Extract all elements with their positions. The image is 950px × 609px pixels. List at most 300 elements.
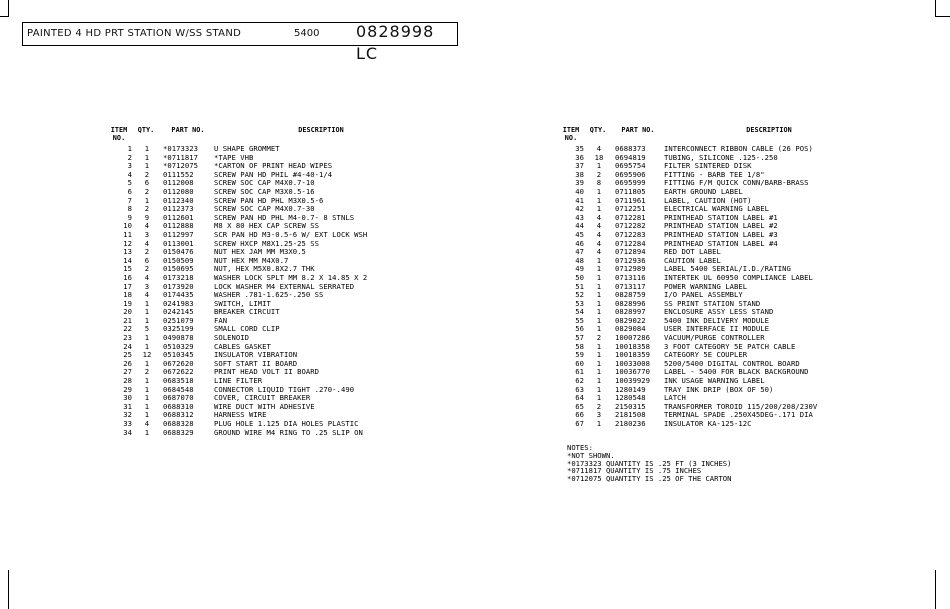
description: POWER WARNING LABEL (664, 281, 748, 291)
quantity: 4 (596, 247, 602, 257)
part-number-cell: 0695999 (615, 178, 646, 188)
item-number: 16 (123, 272, 132, 282)
part-number-cell: 0712989 (615, 264, 646, 274)
item-number: 24 (123, 341, 132, 351)
item-number: 28 (123, 376, 132, 386)
part-number-cell: 0173218 (163, 272, 194, 282)
item-number: 22 (123, 324, 132, 334)
table-header (104, 127, 404, 145)
item-number: 54 (575, 307, 584, 317)
part-number-cell: 0712281 (615, 212, 646, 222)
item-number: 67 (575, 419, 584, 428)
quantity: 1 (596, 367, 602, 377)
description: LABEL 5400 SERIAL/I.D./RATING (664, 264, 791, 274)
description: WASHER LOCK SPLT MM 8.2 X 14.85 X 2 (214, 272, 368, 282)
quantity: 1 (144, 298, 150, 308)
item-number: 58 (575, 341, 584, 351)
part-number-cell: 0510345 (163, 350, 194, 360)
description: PRINTHEAD STATION LABEL #1 (664, 212, 778, 222)
part-number-cell: 2181508 (615, 410, 646, 420)
description: FAN (214, 315, 228, 325)
header-qty: QTY. (137, 126, 155, 134)
quantity: 4 (144, 272, 150, 282)
item-number: 20 (123, 307, 132, 317)
quantity: 1 (596, 272, 602, 282)
item-number: 37 (575, 161, 584, 171)
quantity: 1 (144, 195, 150, 205)
item-number: 2 (127, 152, 132, 162)
item-number: 45 (575, 229, 584, 239)
description: WIRE DUCT WITH ADHESIVE (214, 401, 315, 411)
table-body (556, 145, 856, 429)
description: I/O PANEL ASSEMBLY (664, 290, 743, 300)
item-number: 8 (127, 204, 132, 214)
table-row (104, 145, 404, 154)
part-number-cell: 0112340 (163, 195, 194, 205)
description: WASHER .781-1.625-.250 SS (214, 290, 324, 300)
quantity: 6 (144, 178, 150, 188)
part-number-cell: *0712075 (163, 161, 199, 171)
description: EARTH GROUND LABEL (664, 186, 743, 196)
description: M8 X 80 HEX CAP SCREW SS (214, 221, 320, 231)
parts-table-right (556, 127, 856, 429)
description: INK USAGE WARNING LABEL (664, 376, 765, 386)
crop-mark-top-right-h (935, 16, 950, 17)
quantity: 1 (144, 144, 150, 153)
part-number-cell: 0688373 (615, 144, 646, 153)
item-number: 23 (123, 333, 132, 343)
part-number-cell: *0173323 (163, 144, 199, 153)
part-number-cell: 0684548 (163, 384, 194, 394)
quantity: 4 (144, 290, 150, 300)
description: LINE FILTER (214, 376, 263, 386)
quantity: 1 (596, 307, 602, 317)
description: 3 FOOT CATEGORY 5E PATCH CABLE (664, 341, 796, 351)
item-number: 33 (123, 419, 132, 428)
item-number: 48 (575, 255, 584, 265)
description: *TAPE VHB (214, 152, 254, 162)
part-number-cell: 0712894 (615, 247, 646, 257)
document-title: PAINTED 4 HD PRT STATION W/SS STAND (27, 28, 242, 39)
quantity: 6 (144, 255, 150, 265)
title-block (22, 22, 458, 63)
item-number: 6 (127, 186, 132, 196)
description: SCREW HXCP M8X1.25-25 SS (214, 238, 320, 248)
item-number: 21 (123, 315, 132, 325)
part-number-cell: 0712251 (615, 204, 646, 214)
part-number-cell: 0695906 (615, 169, 646, 179)
quantity: 1 (596, 350, 602, 360)
part-number-cell: 10036770 (615, 367, 651, 377)
part-number-cell: 10007286 (615, 333, 651, 343)
quantity: 1 (144, 315, 150, 325)
header-item-no: ITEM NO. (562, 126, 580, 142)
description: SCR PAN HD M3-0.5-6 W/ EXT LOCK WSH (214, 229, 368, 239)
description: HARNESS WIRE (214, 410, 267, 420)
quantity: 1 (596, 384, 602, 394)
item-number: 31 (123, 401, 132, 411)
item-number: 44 (575, 221, 584, 231)
part-number-cell: 10039929 (615, 376, 651, 386)
description: 5200/5400 DIGITAL CONTROL BOARD (664, 358, 800, 368)
description: RED DOT LABEL (664, 247, 721, 257)
item-number: 17 (123, 281, 132, 291)
header-description: DESCRIPTION (298, 126, 344, 134)
note-line: *NOT SHOWN. (567, 450, 615, 460)
description: LOCK WASHER M4 EXTERNAL SERRATED (214, 281, 355, 291)
quantity: 2 (596, 169, 602, 179)
description: SCREW PAN HD PHL M3X0.5-6 (214, 195, 324, 205)
description: FITTING - BARB TEE 1/8" (664, 169, 765, 179)
item-number: 10 (123, 221, 132, 231)
description: INSULATOR KA-125-12C (664, 419, 752, 428)
part-number-cell: 0712284 (615, 238, 646, 248)
quantity: 9 (144, 212, 150, 222)
header-part-no: PART NO. (171, 126, 205, 134)
description: SCREW SOC CAP M3X0.5-16 (214, 186, 315, 196)
quantity: 8 (596, 178, 602, 188)
quantity: 1 (144, 307, 150, 317)
item-number: 52 (575, 290, 584, 300)
quantity: 1 (144, 393, 150, 403)
description: SOLENOID (214, 333, 250, 343)
item-number: 13 (123, 247, 132, 257)
quantity: 4 (144, 238, 150, 248)
part-number-cell: 0112997 (163, 229, 194, 239)
description: NUT, HEX M5X0.8X2.7 THK (214, 264, 315, 274)
quantity: 1 (596, 255, 602, 265)
item-number: 14 (123, 255, 132, 265)
description: 5400 INK DELIVERY MODULE (664, 315, 770, 325)
part-number-cell: 0112373 (163, 204, 194, 214)
quantity: 1 (144, 358, 150, 368)
part-number-cell: 2150315 (615, 401, 646, 411)
part-number-cell: 0510329 (163, 341, 194, 351)
part-number-cell: 0174435 (163, 290, 194, 300)
part-number-cell: 0241983 (163, 298, 194, 308)
quantity: 1 (596, 358, 602, 368)
part-number-cell: 0150695 (163, 264, 194, 274)
table-row (556, 420, 856, 429)
item-number: 26 (123, 358, 132, 368)
quantity: 18 (594, 152, 604, 162)
description: *CARTON OF PRINT HEAD WIPES (214, 161, 333, 171)
description: USER INTERFACE II MODULE (664, 324, 770, 334)
header-part-no: PART NO. (621, 126, 655, 134)
quantity: 1 (144, 376, 150, 386)
part-number-cell: 0694819 (615, 152, 646, 162)
note-line: *0711817 QUANTITY IS .75 INCHES (567, 466, 702, 476)
quantity: 3 (144, 281, 150, 291)
description: PRINTHEAD STATION LABEL #2 (664, 221, 778, 231)
part-number-cell: 0112080 (163, 186, 194, 196)
quantity: 1 (144, 341, 150, 351)
quantity: 4 (596, 144, 602, 153)
part-number-cell: 0829084 (615, 324, 646, 334)
description: NUT HEX MM M4X0.7 (214, 255, 289, 265)
quantity: 4 (144, 419, 150, 428)
quantity: 2 (596, 401, 602, 411)
description: CABLES GASKET (214, 341, 271, 351)
table-row (104, 325, 404, 334)
quantity: 2 (144, 264, 150, 274)
item-number: 66 (575, 410, 584, 420)
item-number: 63 (575, 384, 584, 394)
item-number: 61 (575, 367, 584, 377)
item-number: 46 (575, 238, 584, 248)
part-number-cell: 0150476 (163, 247, 194, 257)
notes-block (567, 444, 731, 483)
description: GROUND WIRE M4 RING TO .25 SLIP ON (214, 427, 363, 437)
description: LATCH (664, 393, 686, 403)
part-number-cell: 0711961 (615, 195, 646, 205)
description: TUBING, SILICONE .125-.250 (664, 152, 778, 162)
part-number-cell: 0112888 (163, 221, 194, 231)
quantity: 1 (144, 333, 150, 343)
model-number: 5400 (294, 28, 320, 39)
part-number-cell: 0713117 (615, 281, 646, 291)
quantity: 2 (144, 204, 150, 214)
description: ELECTRICAL WARNING LABEL (664, 204, 770, 214)
quantity: 1 (596, 290, 602, 300)
item-number: 57 (575, 333, 584, 343)
description: PRINT HEAD VOLT II BOARD (214, 367, 320, 377)
quantity: 1 (596, 195, 602, 205)
item-number: 19 (123, 298, 132, 308)
item-number: 50 (575, 272, 584, 282)
quantity: 4 (596, 229, 602, 239)
item-number: 12 (123, 238, 132, 248)
part-number-cell: 0688328 (163, 419, 194, 428)
part-number-cell: 10018358 (615, 341, 651, 351)
part-number-cell: 0683518 (163, 376, 194, 386)
header-item-no: ITEM NO. (110, 126, 128, 142)
part-number-cell: 0828997 (615, 307, 646, 317)
item-number: 36 (575, 152, 584, 162)
description: CATEGORY 5E COUPLER (664, 350, 748, 360)
description: INTERCONNECT RIBBON CABLE (26 POS) (664, 144, 813, 153)
part-number-cell: *0711817 (163, 152, 199, 162)
table-row (104, 308, 404, 317)
part-number-cell: 0695754 (615, 161, 646, 171)
quantity: 1 (596, 376, 602, 386)
parts-table-left (104, 127, 404, 437)
part-number-cell: 10033008 (615, 358, 651, 368)
description: TERMINAL SPADE .250X45DEG-.171 DIA (664, 410, 813, 420)
part-number-cell: 0111552 (163, 169, 194, 179)
item-number: 47 (575, 247, 584, 257)
quantity: 1 (144, 401, 150, 411)
description: SCREW PAN HD PHIL #4-40-1/4 (214, 169, 333, 179)
description: PRINTHEAD STATION LABEL #3 (664, 229, 778, 239)
description: SCREW PAN HD PHL M4-0.7- 8 STNLS (214, 212, 355, 222)
description: BREAKER CIRCUIT (214, 307, 280, 317)
quantity: 5 (144, 324, 150, 334)
quantity: 1 (144, 161, 150, 171)
part-number-cell: 0688312 (163, 410, 194, 420)
quantity: 1 (596, 281, 602, 291)
item-number: 18 (123, 290, 132, 300)
description: NUT HEX JAM MM M3X0.5 (214, 247, 306, 257)
description: LABEL - 5400 FOR BLACK BACKGROUND (664, 367, 809, 377)
item-number: 1 (127, 144, 132, 153)
table-header (556, 127, 856, 145)
quantity: 2 (144, 367, 150, 377)
item-number: 4 (127, 169, 132, 179)
item-number: 9 (127, 212, 132, 222)
quantity: 1 (596, 204, 602, 214)
part-number-cell: 2180236 (615, 419, 646, 428)
description: TRAY INK DRIP (BOX OF 50) (664, 384, 774, 394)
quantity: 1 (596, 393, 602, 403)
item-number: 42 (575, 204, 584, 214)
part-number-cell: 1280149 (615, 384, 646, 394)
item-number: 43 (575, 212, 584, 222)
description: TRANSFORMER TOROID 115/200/208/230V (664, 401, 818, 411)
description: INSULATOR VIBRATION (214, 350, 298, 360)
part-number-cell: 0713116 (615, 272, 646, 282)
quantity: 3 (596, 410, 602, 420)
item-number: 25 (123, 350, 132, 360)
item-number: 3 (127, 161, 132, 171)
item-number: 41 (575, 195, 584, 205)
quantity: 1 (144, 384, 150, 394)
part-number-cell: 0112601 (163, 212, 194, 222)
item-number: 34 (123, 427, 132, 437)
description: SMALL CORD CLIP (214, 324, 280, 334)
part-number-cell: 0711805 (615, 186, 646, 196)
item-number: 56 (575, 324, 584, 334)
item-number: 27 (123, 367, 132, 377)
item-number: 53 (575, 298, 584, 308)
part-number-cell: 0712282 (615, 221, 646, 231)
part-number-cell: 0490878 (163, 333, 194, 343)
part-number-cell: 0688310 (163, 401, 194, 411)
quantity: 1 (596, 161, 602, 171)
item-number: 49 (575, 264, 584, 274)
part-number-cell: 0672620 (163, 358, 194, 368)
description: SCREW SOC CAP M4X0.7-10 (214, 178, 315, 188)
description: LABEL, CAUTION (HOT) (664, 195, 752, 205)
part-number-cell: 0712936 (615, 255, 646, 265)
part-number-cell: 0712283 (615, 229, 646, 239)
description: CONNECTOR LIQUID TIGHT .270-.490 (214, 384, 355, 394)
part-number-cell: 0150509 (163, 255, 194, 265)
description: CAUTION LABEL (664, 255, 721, 265)
part-number-cell: 0251079 (163, 315, 194, 325)
part-number-cell: 1280548 (615, 393, 646, 403)
quantity: 4 (596, 238, 602, 248)
table-row (104, 429, 404, 438)
quantity: 3 (144, 229, 150, 239)
part-number-cell: 0829022 (615, 315, 646, 325)
item-number: 32 (123, 410, 132, 420)
item-number: 29 (123, 384, 132, 394)
part-number-cell: 0672622 (163, 367, 194, 377)
description: INTERTEK UL 60950 COMPLIANCE LABEL (664, 272, 813, 282)
quantity: 1 (144, 427, 150, 437)
item-number: 39 (575, 178, 584, 188)
item-number: 65 (575, 401, 584, 411)
item-number: 62 (575, 376, 584, 386)
item-number: 64 (575, 393, 584, 403)
quantity: 4 (144, 221, 150, 231)
item-number: 59 (575, 350, 584, 360)
quantity: 1 (596, 264, 602, 274)
item-number: 51 (575, 281, 584, 291)
item-number: 60 (575, 358, 584, 368)
quantity: 12 (142, 350, 152, 360)
quantity: 2 (144, 169, 150, 179)
item-number: 15 (123, 264, 132, 274)
notes-title: NOTES: (567, 443, 593, 452)
part-number: 0828998 LC (356, 22, 435, 63)
part-number-cell: 0325199 (163, 324, 194, 334)
description: FILTER SINTERED DISK (664, 161, 752, 171)
part-number-cell: 10018359 (615, 350, 651, 360)
table-row (556, 386, 856, 395)
quantity: 1 (144, 410, 150, 420)
description: U SHAPE GROMMET (214, 144, 280, 153)
quantity: 4 (596, 221, 602, 231)
description: FITTING F/M QUICK CONN/BARB-BRASS (664, 178, 809, 188)
item-number: 11 (123, 229, 132, 239)
part-number-cell: 0173920 (163, 281, 194, 291)
description: VACUUM/PURGE CONTROLLER (664, 333, 765, 343)
item-number: 7 (127, 195, 132, 205)
quantity: 1 (596, 341, 602, 351)
quantity: 1 (144, 152, 150, 162)
item-number: 38 (575, 169, 584, 179)
item-number: 40 (575, 186, 584, 196)
description: SWITCH, LIMIT (214, 298, 271, 308)
quantity: 1 (596, 315, 602, 325)
crop-mark-bottom-right-v (935, 570, 936, 609)
description: SS PRINT STATION STAND (664, 298, 761, 308)
quantity: 2 (596, 333, 602, 343)
header-description: DESCRIPTION (746, 126, 792, 134)
quantity: 1 (596, 419, 602, 428)
description: SCREW SOC CAP M4X0.7-30 (214, 204, 315, 214)
quantity: 2 (144, 247, 150, 257)
description: PLUG HOLE 1.125 DIA HOLES PLASTIC (214, 419, 359, 428)
part-number-cell: 0113001 (163, 238, 194, 248)
note-line: *0712075 QUANTITY IS .25 OF THE CARTON (567, 474, 732, 484)
quantity: 1 (596, 298, 602, 308)
part-number-cell: 0242145 (163, 307, 194, 317)
quantity: 1 (596, 186, 602, 196)
quantity: 2 (144, 186, 150, 196)
description: ENCLOSURE ASSY LESS STAND (664, 307, 774, 317)
description: PRINTHEAD STATION LABEL #4 (664, 238, 778, 248)
header-qty: QTY. (589, 126, 607, 134)
table-body (104, 145, 404, 437)
part-number-cell: 0828759 (615, 290, 646, 300)
description: SOFT START II BOARD (214, 358, 298, 368)
item-number: 35 (575, 144, 584, 153)
part-number-cell: 0828996 (615, 298, 646, 308)
item-number: 55 (575, 315, 584, 325)
crop-mark-bottom-left-v (8, 570, 9, 609)
part-number-cell: 0687070 (163, 393, 194, 403)
quantity: 4 (596, 212, 602, 222)
crop-mark-top-left-v (8, 0, 9, 17)
crop-mark-top-right-v (935, 0, 936, 17)
note-line: *0173323 QUANTITY IS .25 FT (3 INCHES) (567, 458, 732, 468)
quantity: 1 (596, 324, 602, 334)
description: COVER, CIRCUIT BREAKER (214, 393, 311, 403)
part-number-cell: 0112008 (163, 178, 194, 188)
